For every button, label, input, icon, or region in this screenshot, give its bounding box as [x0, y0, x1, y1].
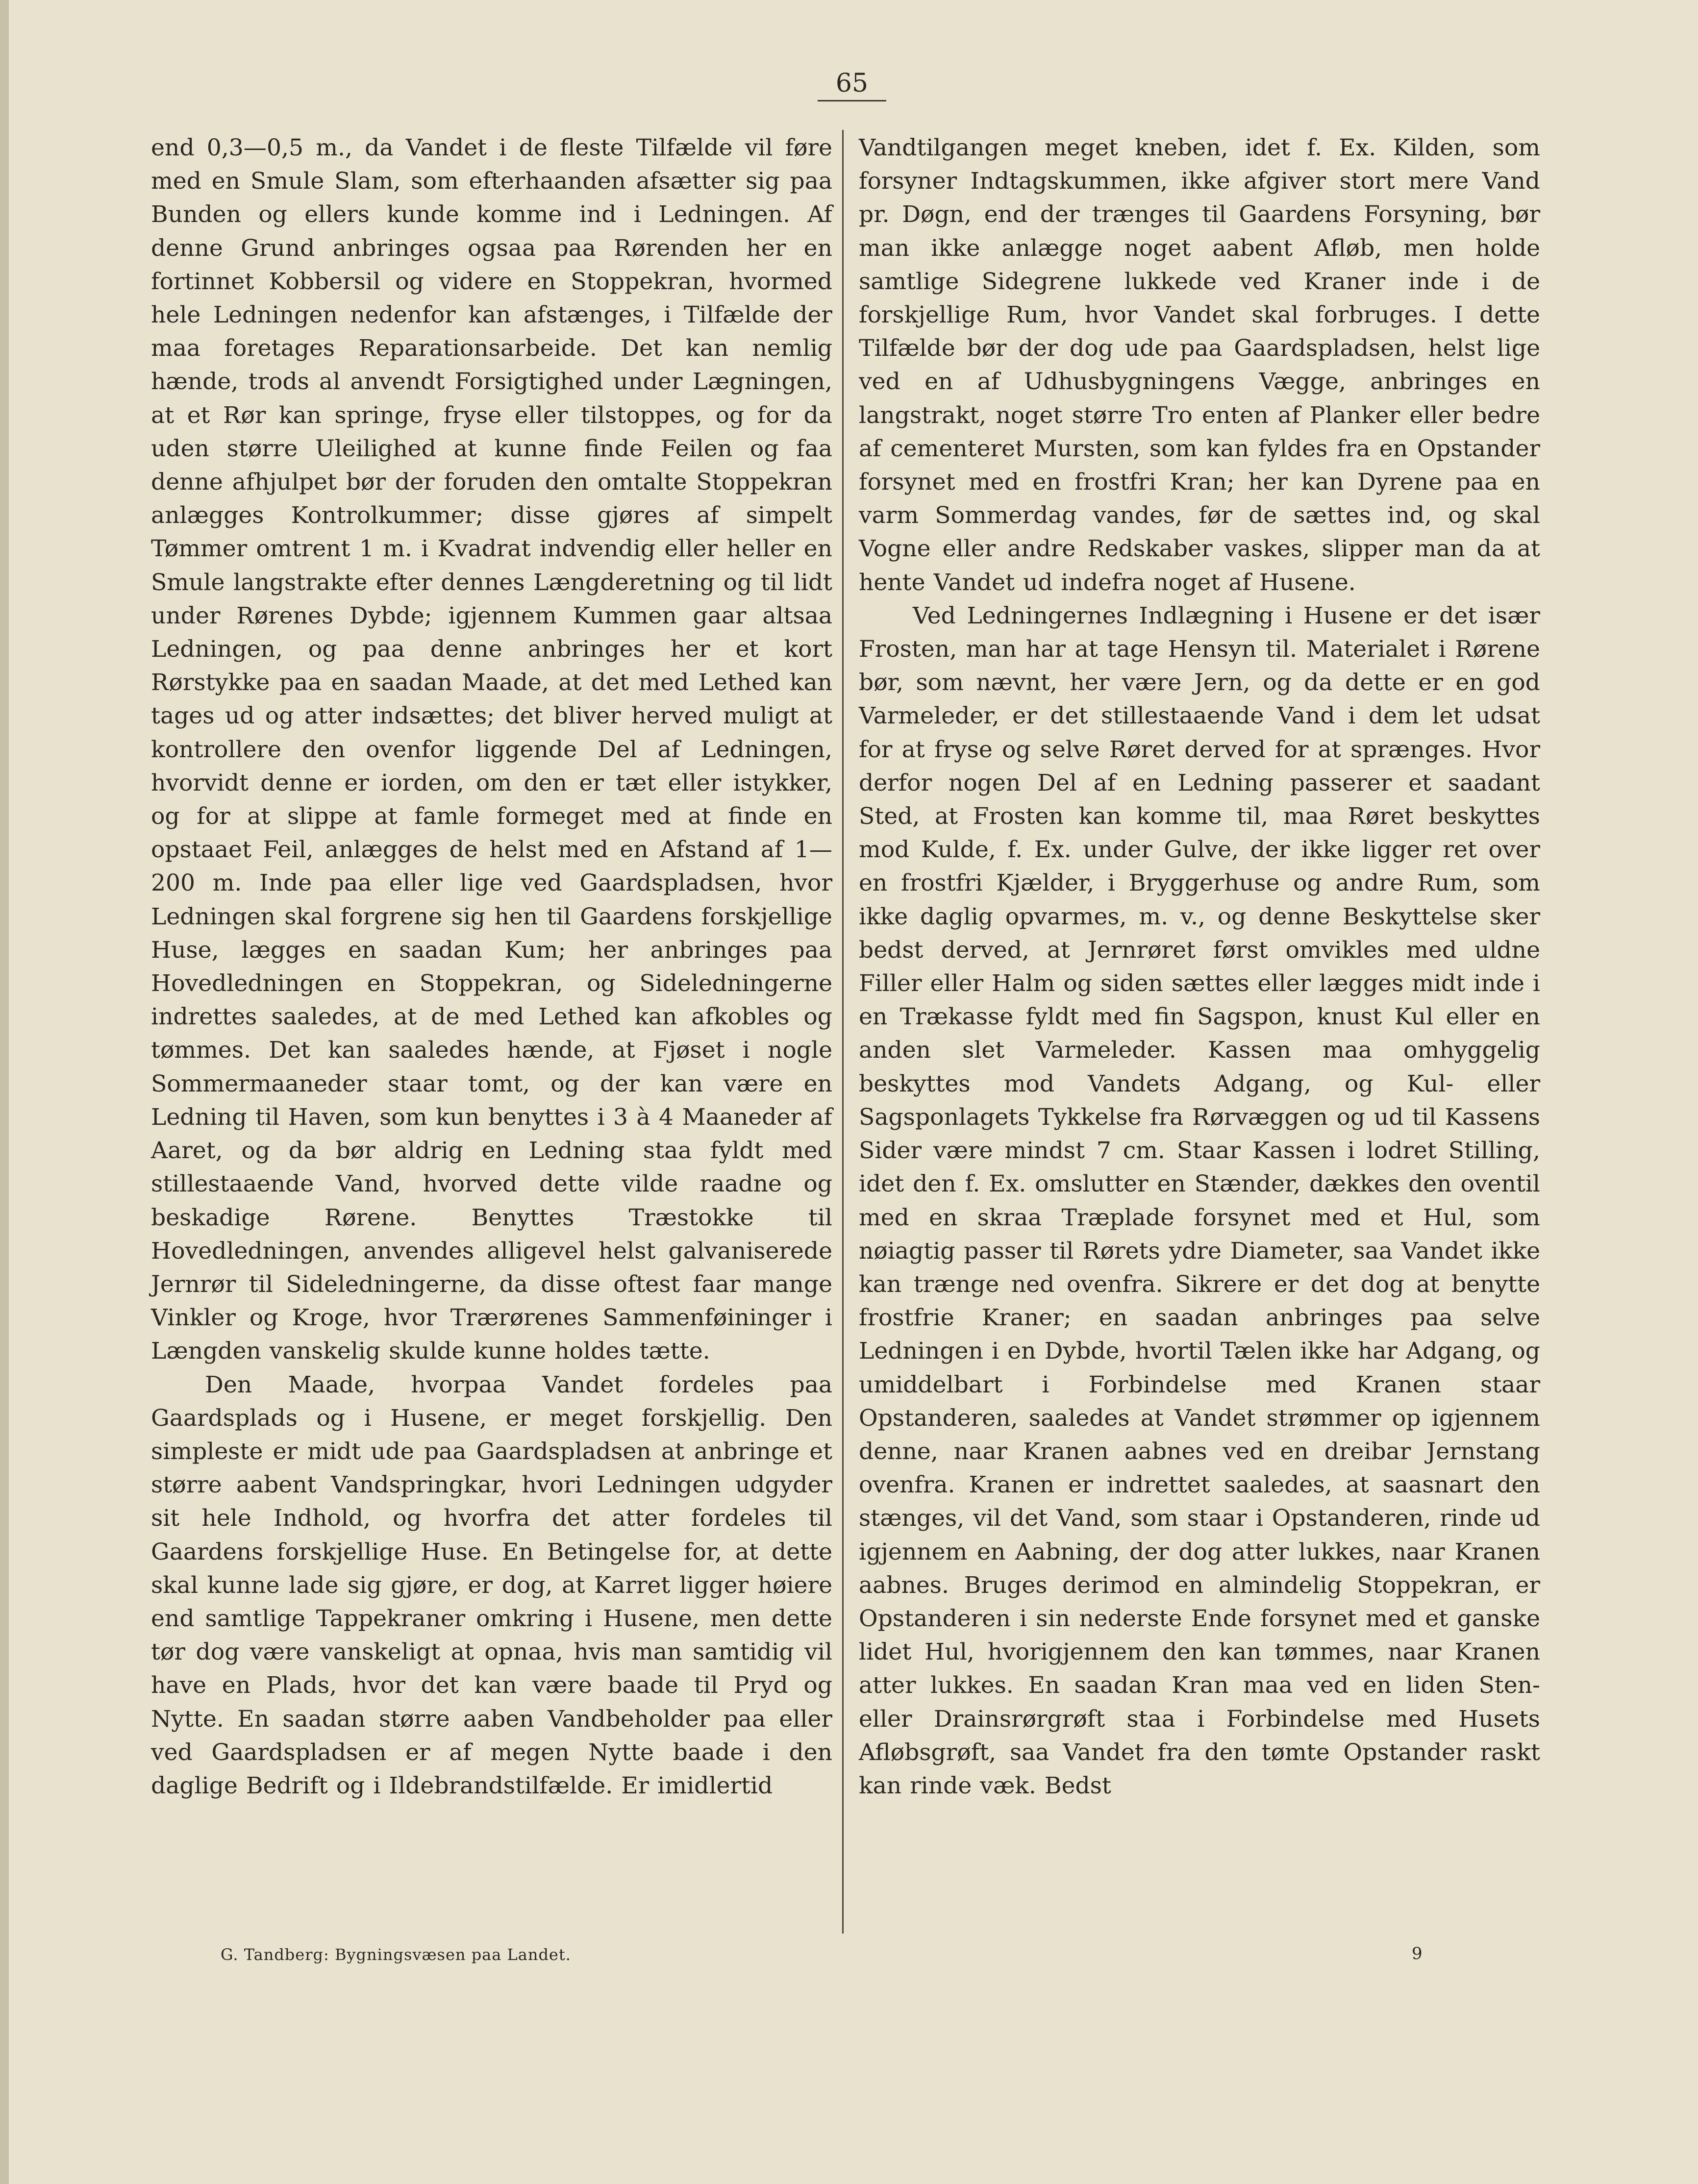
page-edge [0, 0, 9, 2184]
header-rule [818, 100, 886, 101]
right-paragraph-2: Ved Ledningernes Indlægning i Husene er det især Frosten, man har at tage Hensyn til. Materialet i Rørene bør, som nævnt, her være Jern, og da dette er en god Varmeleder, er det stillestaaende Vand i dem let udsat for at fryse og selve Røret derved for at sprænges. Hvor derfor nogen Del af en Ledning passerer et saadant Sted, at Frosten kan komme til, maa Røret beskyttes mod Kulde, f. Ex. under Gulve, der ikke ligger ret over en frostfri Kjælder, i Bryggerhuse og andre Rum, som ikke daglig opvarmes, m. v., og denne Beskyttelse sker bedst derved, at Jernrøret først omvikles med uldne Filler eller Halm og siden sættes eller lægges midt inde i en Trækasse fyldt med fin Sagspon, knust Kul eller en anden slet Varmeleder. Kassen maa omhyggelig beskyttes mod Vandets Adgang, og Kul- eller Sagsponlagets Tykkelse fra Rørvæggen og ud til Kassens Sider være mindst 7 cm. Staar Kassen i lodret Stilling, idet den f. Ex. omslutter en Stænder, dækkes den oventil med en skraa Træplade forsynet med et Hul, som nøiagtig passer til Rørets ydre Diameter, saa Vandet ikke kan trænge ned ovenfra. Sikrere er det dog at benytte frostfrie Kraner; en saadan anbringes paa selve Ledningen i en Dybde, hvortil Tælen ikke har Adgang, og umiddelbart i Forbindelse med Kranen staar Opstanderen, saaledes at Vandet strømmer op igjennem denne, naar Kranen aabnes ved en dreibar Jernstang ovenfra. Kranen er indrettet saaledes, at saasnart den stænges, vil det Vand, som staar i Opstanderen, rinde ud igjennem en Aabning, der dog atter lukkes, naar Kranen aabnes. Bruges derimod en almindelig Stoppekran, er Opstanderen i sin nederste Ende forsynet med et ganske lidet Hul, hvorigjennem den kan tømmes, naar Kranen atter lukkes. En saadan Kran maa ved en liden Sten- eller Drainsrørgrøft staa i Forbindelse med Husets Afløbsgrøft, saa Vandet fra den tømte Opstander raskt kan rinde væk. Bedst [859, 602, 1540, 1799]
signature-mark: 9 [1412, 1944, 1423, 1963]
page-number: 65 [835, 69, 869, 98]
left-column [151, 131, 832, 1803]
left-paragraph-2: Den Maade, hvorpaa Vandet fordeles paa Gaardsplads og i Husene, er meget forskjellig. Den simpleste er midt ude paa Gaardspladsen at anbringe et større aabent Vandspringkar, hvori Ledningen udgyder sit hele Indhold, og hvorfra det atter fordeles til Gaardens forskjellige Huse. En Betingelse for, at dette skal kunne lade sig gjøre, er dog, at Karret ligger høiere end samtlige Tappekraner omkring i Husene, men dette tør dog være vanskeligt at opnaa, hvis man samtidig vil have en Plads, hvor det kan være baade til Pryd og Nytte. En saadan større aaben Vandbeholder paa eller ved Gaardspladsen er af megen Nytte baade i den daglige Bedrift og i Ildebrandstilfælde. Er imidlertid [151, 1371, 832, 1799]
column-divider [842, 130, 844, 1934]
left-paragraph-1: end 0,3—0,5 m., da Vandet i de fleste Tilfælde vil føre med en Smule Slam, som efterhaanden afsætter sig paa Bunden og ellers kunde komme ind i Ledningen. Af denne Grund anbringes ogsaa paa Rørenden her en fortinnet Kobbersil og videre en Stoppekran, hvormed hele Ledningen nedenfor kan afstænges, i Tilfælde der maa foretages Reparationsarbeide. Det kan nemlig hænde, trods al anvendt Forsigtighed under Lægningen, at et Rør kan springe, fryse eller tilstoppes, og for da uden større Uleilighed at kunne finde Feilen og faa denne afhjulpet bør der foruden den omtalte Stoppekran anlægges Kontrolkummer; disse gjøres af simpelt Tømmer omtrent 1 m. i Kvadrat indvendig eller heller en Smule langstrakte efter dennes Længderetning og til lidt under Rørenes Dybde; igjennem Kummen gaar altsaa Ledningen, og paa denne anbringes her et kort Rørstykke paa en saadan Maade, at det med Lethed kan tages ud og atter indsættes; det bliver herved muligt at kontrollere den ovenfor liggende Del af Ledningen, hvorvidt denne er iorden, om den er tæt eller istykker, og for at slippe at famle formeget med at finde en opstaaet Feil, anlægges de helst med en Afstand af 1—200 m. Inde paa eller lige ved Gaardspladsen, hvor Ledningen skal forgrene sig hen til Gaardens forskjellige Huse, lægges en saadan Kum; her anbringes paa Hovedledningen en Stoppekran, og Sideledningerne indrettes saaledes, at de med Lethed kan afkobles og tømmes. Det kan saaledes hænde, at Fjøset i nogle Sommermaaneder staar tomt, og der kan være en Ledning til Haven, som kun benyttes i 3 à 4 Maaneder af Aaret, og da bør aldrig en Ledning staa fyldt med stillestaaende Vand, hvorved dette vilde raadne og beskadige Rørene. Benyttes Træstokke til Hovedledningen, anvendes alligevel helst galvaniserede Jernrør til Sideledningerne, da disse oftest faar mange Vinkler og Kroge, hvor Trærørenes Sammenføininger i Længden vanskelig skulde kunne holdes tætte. [151, 134, 832, 1365]
right-column [859, 131, 1540, 1803]
right-paragraph-1: Vandtilgangen meget kneben, idet f. Ex. Kilden, som forsyner Indtagskummen, ikke afgiver stort mere Vand pr. Døgn, end der trænges til Gaardens Forsyning, bør man ikke anlægge noget aabent Afløb, men holde samtlige Sidegrene lukkede ved Kraner inde i de forskjellige Rum, hvor Vandet skal forbruges. I dette Tilfælde bør der dog ude paa Gaardspladsen, helst lige ved en af Udhusbygningens Vægge, anbringes en langstrakt, noget større Tro enten af Planker eller bedre af cementeret Mursten, som kan fyldes fra en Opstander forsynet med en frostfri Kran; her kan Dyrene paa en varm Sommerdag vandes, før de sættes ind, og skal Vogne eller andre Redskaber vaskes, slipper man da at hente Vandet ud indefra noget af Husene. [859, 134, 1540, 596]
footer-author: G. Tandberg: Bygningsvæsen paa Landet. [221, 1945, 571, 1964]
